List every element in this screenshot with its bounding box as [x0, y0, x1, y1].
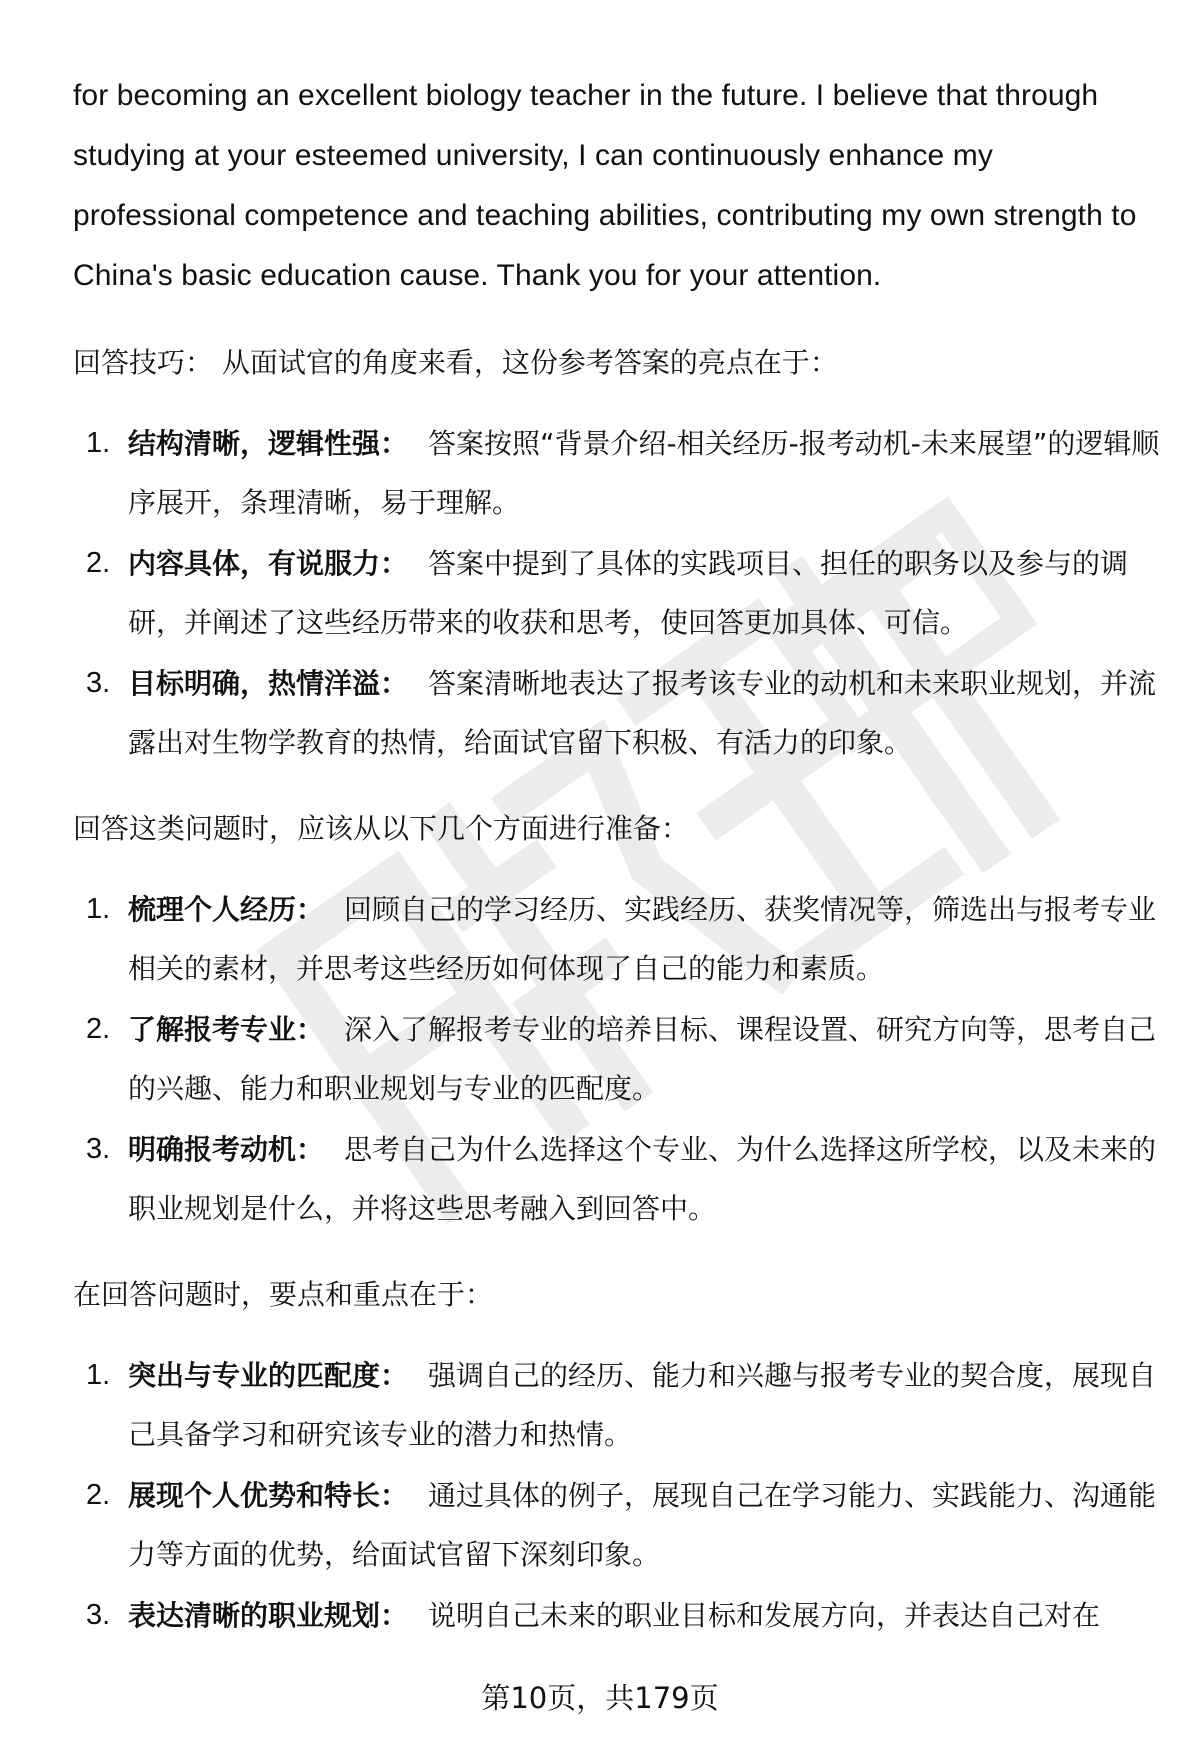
key-points-list [73, 1346, 1163, 1645]
list-item-term: 梳理个人经历 [128, 893, 297, 926]
list-item [73, 534, 1163, 652]
list-item [73, 1466, 1163, 1584]
preparation-list [73, 880, 1163, 1238]
list-item-colon: ： [380, 1359, 409, 1392]
list-item [73, 1586, 1163, 1645]
list-item-term: 结构清晰，逻辑性强 [128, 427, 381, 460]
list-item [73, 654, 1163, 772]
answer-tips-list [73, 414, 1163, 772]
list-item-colon: ： [296, 1133, 325, 1166]
list-item-text: 说明自己未来的职业目标和发展方向，并表达自己对在 [428, 1599, 1101, 1632]
intro-paragraph: for becoming an excellent biology teacher in the future. I believe that through studying at your esteemed university, I can continuously enhance my professional competence and teaching abilities, contributing my own strength to China's basic education cause. Thank you for your attention. [73, 79, 1137, 292]
list-item-colon: ： [380, 427, 409, 460]
document-body [73, 66, 1163, 1647]
section-heading-preparation: 回答这类问题时，应该从以下几个方面进行准备： [73, 812, 690, 845]
list-item-colon: ： [296, 893, 325, 926]
section-heading-key-points: 在回答问题时，要点和重点在于： [73, 1278, 494, 1311]
list-item [73, 414, 1163, 532]
list-item-number: 2. [86, 547, 111, 579]
list-item-text: 深入了解报考专业的培养目标、课程设置、研究方向等，思考自己的兴趣、能力和职业规划与专业的匹配度。 [128, 1013, 1157, 1105]
list-item-term: 了解报考专业 [128, 1013, 297, 1046]
list-item-text: 通过具体的例子，展现自己在学习能力、实践能力、沟通能力等方面的优势，给面试官留下深刻印象。 [128, 1479, 1157, 1571]
list-item [73, 1120, 1163, 1238]
list-item-term: 突出与专业的匹配度 [128, 1359, 381, 1392]
list-item-number: 3. [86, 1599, 111, 1631]
section-heading-answer-tips: 回答技巧： 从面试官的角度来看，这份参考答案的亮点在于： [73, 346, 838, 379]
list-item [73, 1346, 1163, 1464]
list-item-term: 内容具体，有说服力 [128, 547, 381, 580]
list-item-text: 思考自己为什么选择这个专业、为什么选择这所学校，以及未来的职业规划是什么，并将这些思考融入到回答中。 [128, 1133, 1157, 1225]
list-item-term: 明确报考动机 [128, 1133, 297, 1166]
list-item-number: 3. [86, 1133, 111, 1165]
page-number-footer: 第10页，共179页 [481, 1681, 719, 1715]
list-item-text: 答案清晰地表达了报考该专业的动机和未来职业规划，并流露出对生物学教育的热情，给面试官留下积极、有活力的印象。 [128, 667, 1157, 759]
list-item-text: 答案按照“背景介绍-相关经历-报考动机-未来展望”的逻辑顺序展开，条理清晰，易于理解。 [128, 427, 1160, 519]
list-item-term: 表达清晰的职业规划 [128, 1599, 381, 1632]
list-item-term: 目标明确，热情洋溢 [128, 667, 381, 700]
list-item-number: 1. [86, 1359, 111, 1391]
list-item-colon: ： [380, 667, 409, 700]
list-item-colon: ： [296, 1013, 325, 1046]
list-item-number: 3. [86, 667, 111, 699]
list-item-number: 2. [86, 1479, 111, 1511]
list-item-term: 展现个人优势和特长 [128, 1479, 381, 1512]
list-item-text: 强调自己的经历、能力和兴趣与报考专业的契合度，展现自己具备学习和研究该专业的潜力和热情。 [128, 1359, 1157, 1451]
list-item-colon: ： [380, 1479, 409, 1512]
list-item [73, 880, 1163, 998]
list-item-number: 2. [86, 1013, 111, 1045]
list-item-text: 答案中提到了具体的实践项目、担任的职务以及参与的调研，并阐述了这些经历带来的收获和思考，使回答更加具体、可信。 [128, 547, 1129, 639]
list-item-number: 1. [86, 427, 111, 459]
list-item-number: 1. [86, 893, 111, 925]
list-item-colon: ： [380, 1599, 409, 1632]
list-item-colon: ： [380, 547, 409, 580]
list-item [73, 1000, 1163, 1118]
list-item-text: 回顾自己的学习经历、实践经历、获奖情况等，筛选出与报考专业相关的素材，并思考这些经历如何体现了自己的能力和素质。 [128, 893, 1157, 985]
